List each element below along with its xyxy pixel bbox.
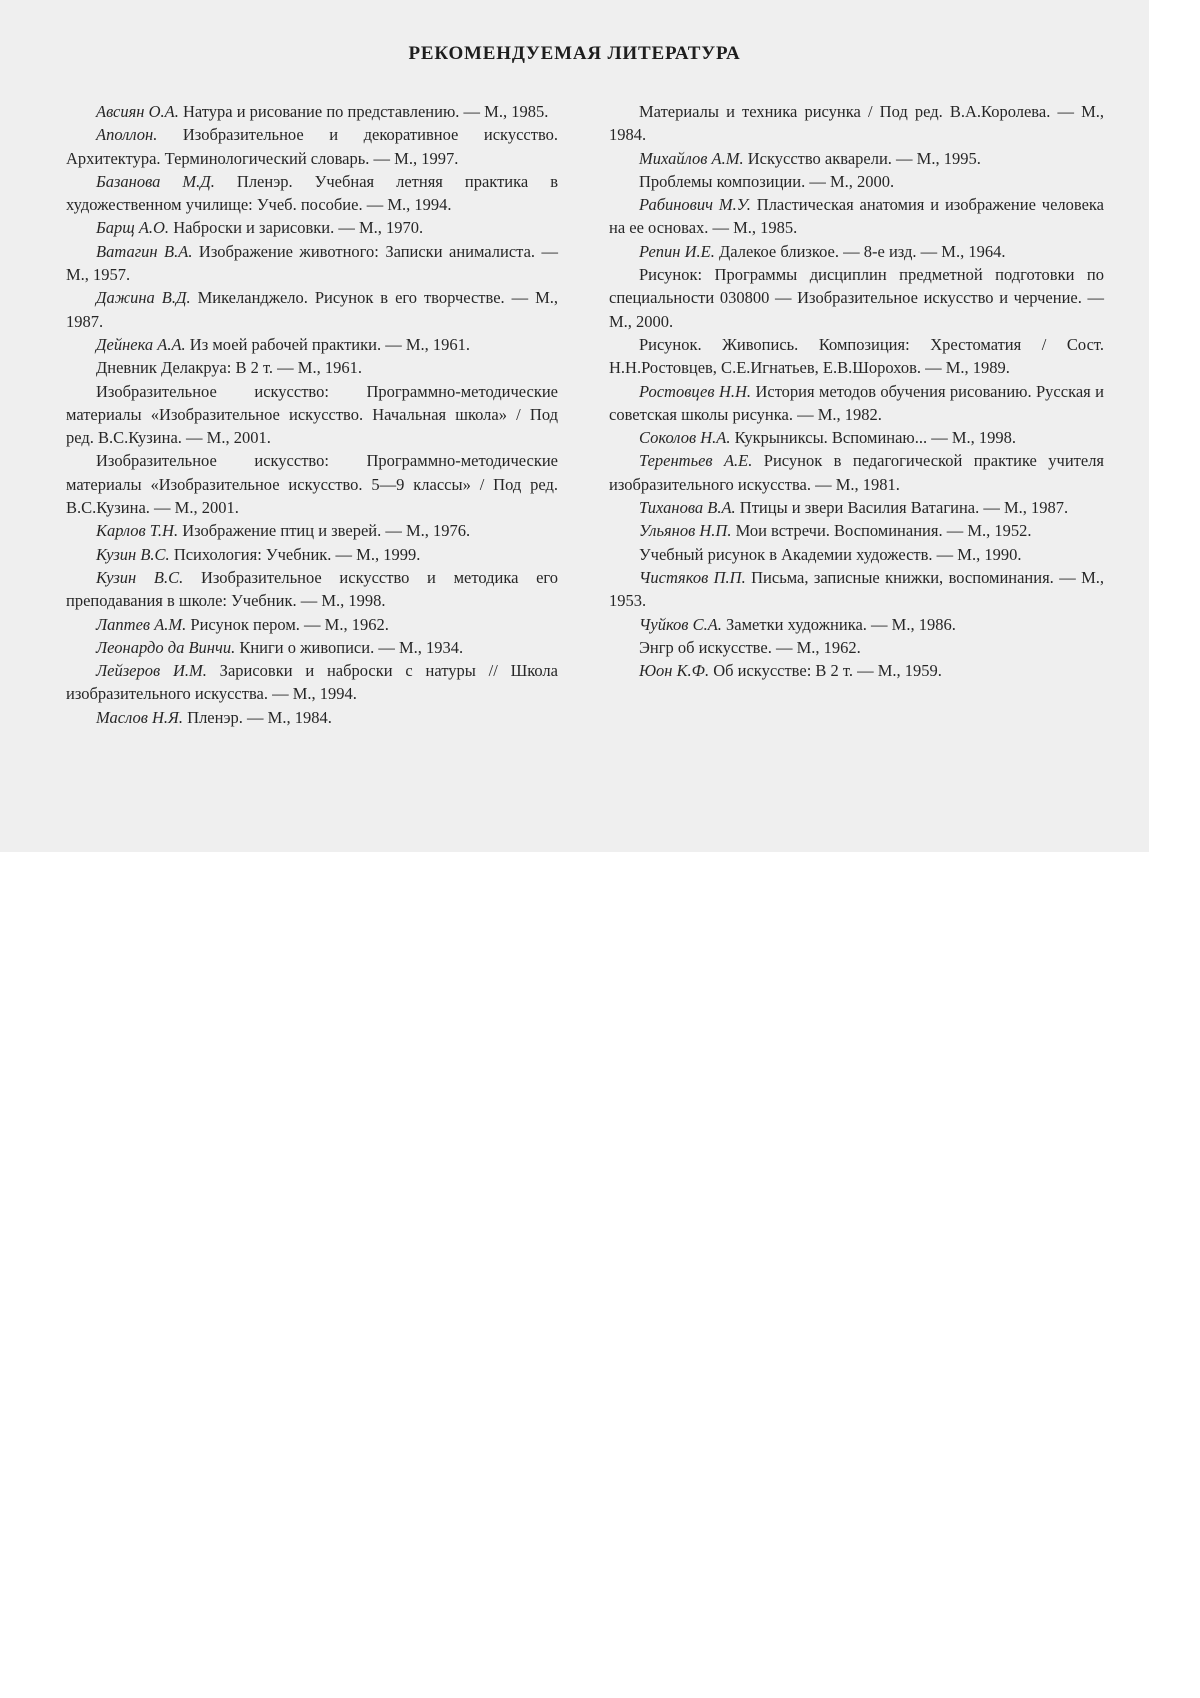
reference-author: Леонардо да Винчи. (96, 637, 236, 657)
reference-text: Рисунок. Живопись. Композиция: Хрестоматия / Сост. Н.Н.Ростовцев, С.Е.Игнатьев, Е.В.Шорохов. — М., 1989. (609, 334, 1104, 378)
reference-author: Терентьев А.Е. (639, 451, 753, 471)
reference-author: Маслов Н.Я. (96, 707, 184, 727)
reference-item (66, 333, 558, 356)
reference-item (66, 449, 558, 519)
reference-item (66, 100, 558, 123)
reference-author: Аполлон. (96, 125, 158, 145)
reference-item (66, 613, 558, 636)
reference-text: Изобразительное искусство и методика его преподавания в школе: Учебник. — М., 1998. (66, 567, 559, 611)
reference-item (66, 706, 558, 729)
reference-author: Рабинович М.У. (639, 195, 751, 215)
reference-text: Дневник Делакруа: В 2 т. — М., 1961. (96, 358, 362, 378)
reference-item (66, 566, 558, 613)
reference-text: Из моей рабочей практики. — М., 1961. (189, 334, 471, 354)
reference-text: Изображение птиц и зверей. — М., 1976. (182, 521, 471, 541)
reference-text: Материалы и техника рисунка / Под ред. В.А.Королева. — М., 1984. (609, 102, 1104, 145)
reference-item (66, 356, 558, 379)
reference-item (609, 170, 1104, 193)
reference-text: Пленэр. Учебная летняя практика в художественном училище: Учеб. пособие. — М., 1994. (66, 171, 558, 215)
reference-author: Лаптев А.М. (96, 614, 187, 634)
reference-author: Базанова М.Д. (96, 171, 215, 191)
reference-text: Изобразительное и декоративное искусство. Архитектура. Терминологический словарь. — М., 1997. (66, 125, 559, 168)
reference-author: Соколов Н.А. (639, 428, 731, 448)
reference-text: Рисунок: Программы дисциплин предметной подготовки по специальности 030800 — Изобразительное искусство и черчение. — М., 2000. (609, 265, 1104, 331)
reference-item (609, 380, 1104, 427)
reference-text: Натура и рисование по представлению. — М., 1985. (182, 102, 549, 121)
reference-text: Мои встречи. Воспоминания. — М., 1952. (735, 521, 1032, 541)
right-column (609, 100, 1104, 682)
reference-text: Кукрыниксы. Вспоминаю... — М., 1998. (734, 428, 1017, 448)
reference-item (609, 449, 1104, 496)
reference-author: Кузин В.С. (96, 544, 170, 564)
reference-text: Зарисовки и наброски с натуры // Школа изобразительного искусства. — М., 1994. (66, 661, 558, 704)
reference-item (66, 543, 558, 566)
left-column (66, 100, 558, 729)
reference-text: Проблемы композиции. — М., 2000. (639, 171, 895, 191)
reference-author: Ульянов Н.П. (639, 521, 732, 541)
reference-text: Пластическая анатомия и изображение человека на ее основах. — М., 1985. (609, 195, 1104, 238)
reference-item (609, 147, 1104, 170)
reference-text: Об искусстве: В 2 т. — М., 1959. (713, 661, 942, 681)
reference-item (66, 170, 558, 217)
reference-author: Репин И.Е. (639, 241, 715, 261)
reference-item (66, 216, 558, 239)
reference-item (609, 519, 1104, 542)
reference-item (609, 426, 1104, 449)
reference-author: Дейнека А.А. (96, 334, 186, 354)
reference-author: Авсиян О.А. (96, 102, 179, 121)
page-title: РЕКОМЕНДУЕМАЯ ЛИТЕРАТУРА (408, 43, 741, 64)
reference-item (609, 543, 1104, 566)
reference-author: Барщ А.О. (96, 218, 170, 238)
reference-item (609, 566, 1104, 613)
reference-author: Чистяков П.П. (639, 567, 746, 587)
reference-author: Юон К.Ф. (639, 661, 710, 681)
reference-text: Изобразительное искусство: Программно-методические материалы «Изобразительное искусство. 5—9 классы» / Под ред. В.С.Кузина. — М., 2001. (66, 451, 558, 518)
reference-text: Искусство акварели. — М., 1995. (747, 148, 981, 168)
reference-text: Учебный рисунок в Академии художеств. — М., 1990. (639, 544, 1022, 564)
reference-item (609, 659, 1104, 682)
reference-author: Чуйков С.А. (639, 614, 722, 634)
reference-text: Заметки художника. — М., 1986. (726, 614, 956, 634)
reference-item (66, 380, 558, 450)
reference-item (609, 333, 1104, 380)
reference-item (66, 636, 558, 659)
reference-item (66, 240, 558, 287)
reference-item (66, 659, 558, 706)
reference-text: Микеланджело. Рисунок в его творчестве. — М., 1987. (66, 288, 559, 331)
reference-text: Изображение животного: Записки анималиста. — М., 1957. (66, 241, 558, 285)
reference-item (66, 519, 558, 542)
scanned-page (0, 0, 1149, 852)
reference-text: Психология: Учебник. — М., 1999. (173, 544, 421, 564)
reference-item (609, 193, 1104, 240)
reference-text: Книги о живописи. — М., 1934. (239, 637, 464, 657)
reference-item (609, 240, 1104, 263)
reference-item (66, 286, 558, 333)
reference-author: Дажина В.Д. (96, 288, 191, 308)
reference-author: Карлов Т.Н. (96, 521, 179, 541)
reference-author: Лейзеров И.М. (96, 661, 207, 681)
reference-text: Далекое близкое. — 8-е изд. — М., 1964. (719, 241, 1006, 261)
reference-text: Рисунок пером. — М., 1962. (190, 614, 389, 634)
reference-item (609, 636, 1104, 659)
reference-item (609, 496, 1104, 519)
reference-item (609, 263, 1104, 333)
reference-text: Наброски и зарисовки. — М., 1970. (173, 218, 424, 238)
reference-item (66, 123, 558, 170)
reference-author: Кузин В.С. (96, 567, 184, 587)
reference-text: Пленэр. — М., 1984. (187, 707, 332, 727)
reference-author: Михайлов А.М. (639, 148, 744, 168)
reference-text: Письма, записные книжки, воспоминания. — М., 1953. (609, 567, 1105, 611)
reference-text: Энгр об искусстве. — М., 1962. (639, 637, 861, 657)
reference-item (609, 613, 1104, 636)
reference-item (609, 100, 1104, 147)
reference-author: Ростовцев Н.Н. (639, 381, 752, 401)
reference-author: Ватагин В.А. (96, 241, 193, 261)
reference-text: История методов обучения рисованию. Русская и советская школы рисунка. — М., 1982. (609, 381, 1104, 424)
reference-text: Изобразительное искусство: Программно-методические материалы «Изобразительное искусство. Начальная школа» / Под ред. В.С.Кузина. — М., 2001. (66, 381, 558, 448)
reference-text: Рисунок в педагогической практике учителя изобразительного искусства. — М., 1981. (609, 451, 1105, 494)
reference-author: Тиханова В.А. (639, 498, 736, 518)
reference-text: Птицы и звери Василия Ватагина. — М., 1987. (739, 498, 1069, 518)
